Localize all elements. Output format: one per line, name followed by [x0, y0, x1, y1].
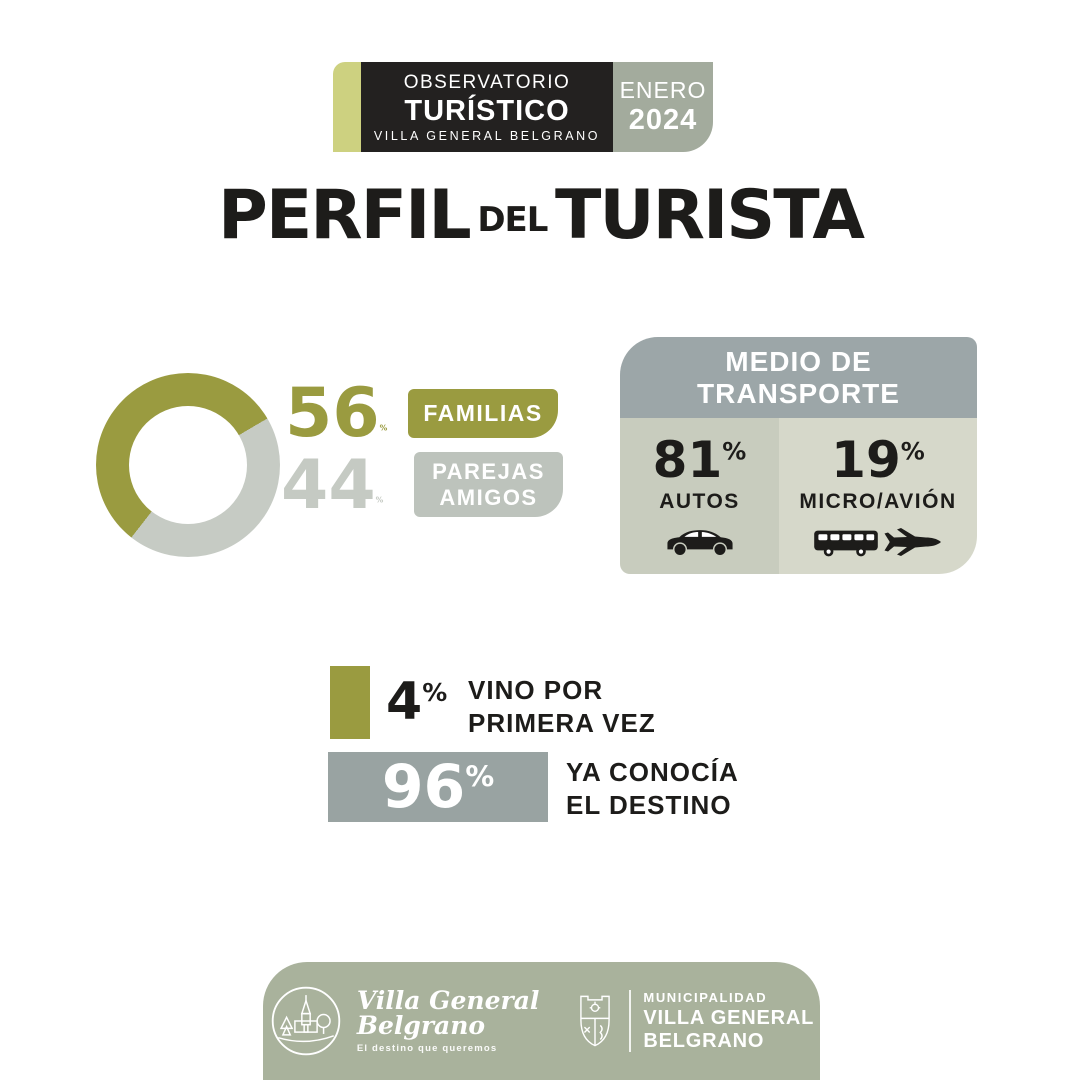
- municipality-line3: BELGRANO: [643, 1029, 765, 1052]
- transport-title-line1: MEDIO DE: [725, 346, 872, 378]
- micro-avion-percent: [831, 430, 925, 489]
- title-word-perfil: PERFIL: [218, 176, 470, 255]
- observatory-badge: [361, 62, 613, 152]
- micro-avion-label: MICRO/AVIÓN: [799, 489, 957, 513]
- title-word-turista: TURISTA: [555, 176, 863, 255]
- familias-label: FAMILIAS: [423, 400, 543, 426]
- brand-script-line2: Belgrano: [356, 1011, 486, 1040]
- first-time-percent-value: 4: [386, 672, 423, 732]
- badge-line3: VILLA GENERAL BELGRANO: [373, 128, 601, 143]
- autos-percent: [652, 430, 747, 489]
- municipality-text: [643, 990, 814, 1052]
- badge-line2: TURÍSTICO: [404, 94, 570, 127]
- transport-cell-autos: [620, 418, 779, 574]
- returning-bar: [328, 752, 548, 822]
- period-year: 2024: [628, 104, 698, 136]
- returning-label-line2: EL DESTINO: [566, 789, 732, 820]
- car-icon: [663, 526, 737, 558]
- brand-script-line1: Villa General: [356, 986, 540, 1015]
- percent-sign: %: [422, 678, 448, 708]
- donut-chart: [96, 373, 280, 557]
- parejas-label-pill: [414, 452, 563, 517]
- autos-label: AUTOS: [659, 489, 740, 513]
- badge-accent-tab: [333, 62, 361, 152]
- first-time-label-line1: VINO POR: [468, 675, 604, 705]
- percent-sign: %: [375, 495, 384, 505]
- micro-avion-percent-value: 19: [831, 430, 901, 489]
- transport-card: [620, 337, 977, 574]
- transport-body: [620, 418, 977, 574]
- parejas-label-line2: AMIGOS: [439, 484, 538, 510]
- transport-cell-micro-avion: [779, 418, 977, 574]
- first-time-percent: [386, 672, 448, 732]
- bus-icon: [813, 526, 879, 558]
- municipality-logo-group: [573, 989, 814, 1053]
- brand-text: [357, 988, 540, 1054]
- title-word-del: DEL: [477, 200, 548, 240]
- autos-percent-value: 81: [652, 430, 723, 489]
- municipality-crest-icon: [573, 989, 617, 1053]
- logo-divider: [629, 990, 631, 1052]
- footer-logos: [263, 962, 820, 1080]
- village-logo-icon: [269, 984, 343, 1058]
- micro-avion-icons: [813, 520, 943, 564]
- period-badge: [613, 62, 713, 152]
- familias-percent: [285, 374, 388, 453]
- returning-percent-value: 96: [381, 752, 466, 822]
- parejas-percent-value: 44: [281, 446, 376, 525]
- page-title: [0, 176, 1081, 255]
- parejas-label-line1: PAREJAS: [432, 459, 545, 485]
- returning-label-line1: YA CONOCÍA: [566, 757, 739, 787]
- familias-label-pill: [408, 389, 558, 438]
- transport-title-line2: TRANSPORTE: [697, 377, 900, 409]
- first-time-bar: [330, 666, 370, 739]
- parejas-percent: [281, 446, 384, 525]
- brand-logo-group: [269, 984, 540, 1058]
- transport-card-title: [620, 337, 977, 418]
- first-time-label-line2: PRIMERA VEZ: [468, 707, 656, 738]
- returning-label: [566, 756, 739, 821]
- plane-icon: [883, 525, 943, 559]
- percent-sign: %: [900, 437, 925, 466]
- period-month: ENERO: [619, 77, 707, 103]
- familias-percent-value: 56: [285, 374, 380, 453]
- percent-sign: %: [379, 423, 388, 433]
- header-badge: [333, 62, 713, 152]
- percent-sign: %: [465, 759, 495, 794]
- municipality-line1: MUNICIPALIDAD: [643, 990, 768, 1006]
- brand-tagline: El destino que queremos: [356, 1043, 498, 1054]
- municipality-line2: VILLA GENERAL: [643, 1007, 815, 1030]
- returning-percent: [381, 752, 495, 822]
- badge-line1: OBSERVATORIO: [403, 71, 571, 93]
- first-time-label: [468, 674, 656, 739]
- percent-sign: %: [722, 437, 747, 466]
- autos-icons: [663, 520, 737, 564]
